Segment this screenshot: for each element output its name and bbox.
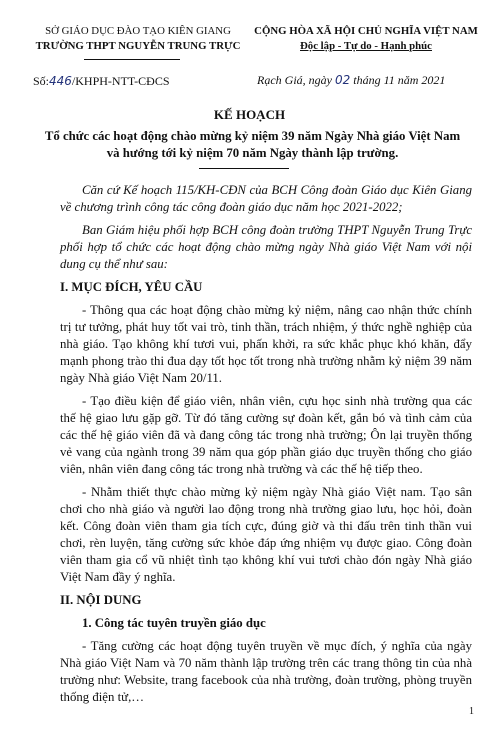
national-name: CỘNG HÒA XÃ HỘI CHỦ NGHĨA VIỆT NAM — [254, 25, 478, 37]
issuer-school: TRƯỜNG THPT NGUYỄN TRUNG TRỰC — [35, 40, 241, 52]
issuer-department: SỞ GIÁO DỤC ĐÀO TẠO KIÊN GIANG — [45, 25, 231, 37]
issuer-header — [28, 24, 248, 54]
subsection-heading: 1. Công tác tuyên truyền giáo dục — [82, 616, 266, 630]
document-title: KẾ HOẠCH — [213, 107, 286, 122]
national-header — [252, 24, 480, 54]
date-after: tháng 11 năm 2021 — [350, 73, 446, 87]
document-number-prefix: Số: — [33, 74, 50, 88]
document-number-handwritten: 446 — [49, 74, 72, 88]
document-number-suffix: /KHPH-NTT-CĐCS — [71, 74, 170, 88]
document-number — [33, 74, 170, 89]
intro-paragraph: Ban Giám hiệu phối hợp BCH công đoàn trường THPT Nguyễn Trung Trực phối hợp tổ chức các hoạt động chào mừng ngày Nhà giáo Việt Nam với nội dung cụ thể như sau: — [60, 223, 472, 271]
date-before: Rạch Giá, ngày — [257, 73, 335, 87]
title-separator — [199, 168, 289, 169]
body-paragraph: - Tăng cường các hoạt động tuyên truyền về mục đích, ý nghĩa của ngày Nhà giáo Việt Nam và 70 năm thành lập trường trên các trang thông tin của nhà trường như: Website, trang facebook của nhà trường, đoàn trường, phòng truyền thống điện tử,… — [60, 639, 472, 704]
page-number: 1 — [469, 706, 474, 717]
issuer-underline — [84, 59, 180, 60]
document-date — [257, 73, 445, 88]
body-paragraph: - Tạo điều kiện để giáo viên, nhân viên, cựu học sinh nhà trường qua các thế hệ giao lưu gặp gỡ. Từ đó tăng cường sự đoàn kết, gắn bó và tình cảm của các thế hệ giáo viên đã và đang công tác trong nhà trường; Ôn lại truyền thống vẻ vang của ngành trong 39 năm qua góp phần giáo dục truyền thống cho giáo viên, nhân viên đang công tác trong nhà trường và các thế hệ tiếp theo. — [60, 394, 472, 476]
intro-paragraph: Căn cứ Kế hoạch 115/KH-CĐN của BCH Công đoàn Giáo dục Kiên Giang về chương trình công tác công đoàn giáo dục năm học 2021-2022; — [60, 183, 472, 214]
document-body — [60, 182, 472, 712]
body-paragraph: - Nhằm thiết thực chào mừng kỷ niệm ngày Nhà giáo Việt nam. Tạo sân chơi cho nhà giáo và người lao động trong nhà trường giao lưu, học hỏi, đoàn kết. Công đoàn viên tham gia tích cực, đúng giờ và thi đấu trên tinh thần vui chơi, rèn luyện, tăng cường sức khỏe đáp ứng nhiệm vụ được giao. Công đoàn viên tham gia cổ vũ nhiệt tình tạo không khí vui tươi chào đón ngày Nhà giáo Việt Nam đầy ý nghĩa. — [60, 485, 472, 584]
body-paragraph: - Thông qua các hoạt động chào mừng kỷ niệm, nâng cao nhận thức chính trị tư tưởng, phát huy tốt vai trò, tinh thần, trách nhiệm, ý thức nghề nghiệp của nhà giáo. Tạo không khí tươi vui, phấn khởi, ra sức khắc phục khó khăn, đẩy mạnh phong trào thi đua dạy tốt học tốt trong nhà trường nhằm kỷ niệm 39 năm ngày Nhà giáo Việt Nam 20/11. — [60, 303, 472, 385]
section-heading: I. MỤC ĐÍCH, YÊU CẦU — [60, 280, 203, 294]
document-subtitle: Tổ chức các hoạt động chào mừng kỷ niệm 39 năm Ngày Nhà giáo Việt Nam và hướng tới kỷ niệm 70 năm Ngày thành lập trường. — [44, 129, 461, 160]
date-day-handwritten: 02 — [334, 73, 351, 87]
national-motto: Độc lập - Tự do - Hạnh phúc — [300, 40, 432, 52]
section-heading: II. NỘI DUNG — [60, 593, 142, 607]
